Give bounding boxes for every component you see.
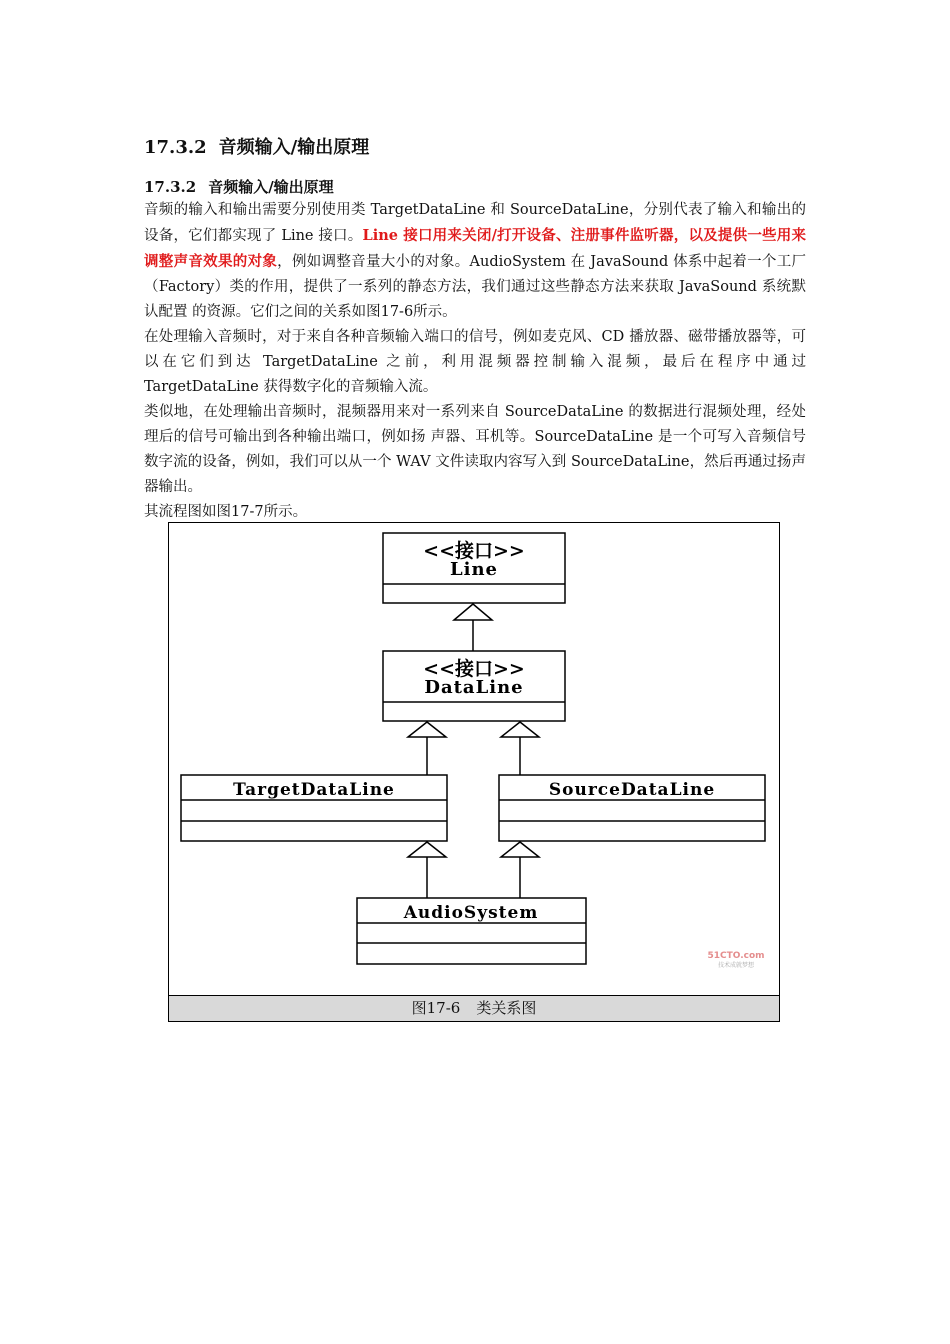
figure-caption-text: 类关系图 [476,999,537,1017]
figure-label: 图17-6 [411,999,461,1017]
section-title: 音频输入/输出原理 [218,137,370,158]
generalization-arrow-target [408,722,446,737]
class-line-stereotype: <<接口>> [423,540,525,562]
class-target-name: TargetDataLine [233,780,395,800]
subsection-title: 音频输入/输出原理 [208,178,334,196]
generalization-arrow-line [454,604,492,620]
subsection-number: 17.3.2 [144,178,197,196]
class-line-name: Line [449,559,499,580]
figure-caption [169,995,779,1021]
paragraph-3: 类似地，在处理输出音频时，混频器用来对一系列来自 SourceDataLine 的数据进行混频处理，经处理后的信号可输出到各种输出端口，例如扬 声器、耳机等。SourceDataLine 是一个可写入音频信号数字流的设备，例如，我们可以从一个 WAV 文件读取内容写入到 SourceDataLine，然后再通过扬声器输出。 [144,404,806,495]
paragraph-1-text-a: 音频的输入和输出需要分别使用类 TargetDataLine 和 SourceDataLine，分别代表了输入和输出的设备，它们都实现了 Line 接口。 [144,202,806,244]
subsection-heading [144,176,334,197]
generalization-arrow-audio-source [501,842,539,857]
watermark-brand: 51CTO.com [707,951,765,961]
watermark-tagline: 技术成就梦想 [717,962,755,969]
class-diagram [169,523,781,997]
paragraph-4: 其流程图如图17-7所示。 [144,504,308,520]
class-source-name: SourceDataLine [548,780,716,800]
paragraph-1-highlight: Line 接口用来关闭/打开设备、注册事件监听器，以及提供一些用来调整声音效果的对象 [144,227,806,270]
generalization-arrow-source [501,722,539,737]
class-dataline-name: DataLine [424,677,524,698]
section-heading [144,133,369,159]
paragraph-1-text-b: ，例如调整音量大小的对象。AudioSystem 在 JavaSound 体系中起着一个工厂（Factory）类的作用，提供了一系列的静态方法，我们通过这些静态方法来获取 JavaSound 系统默认配置 的资源。它们之间的关系如图17-6所示。 [144,254,806,320]
class-diagram-figure [168,522,780,1022]
class-dataline-stereotype: <<接口>> [423,658,525,680]
paragraph-1 [144,198,806,325]
section-number: 17.3.2 [144,137,207,158]
body-text [144,198,806,525]
class-audiosystem-name: AudioSystem [403,903,539,923]
paragraph-2: 在处理输入音频时，对于来自各种音频输入端口的信号，例如麦克风、CD 播放器、磁带播放器等，可以在它们到达 TargetDataLine 之前，利用混频器控制输入混频，最后在程序中通过 TargetDataLine 获得数字化的音频输入流。 [144,329,806,395]
generalization-arrow-audio-target [408,842,446,857]
